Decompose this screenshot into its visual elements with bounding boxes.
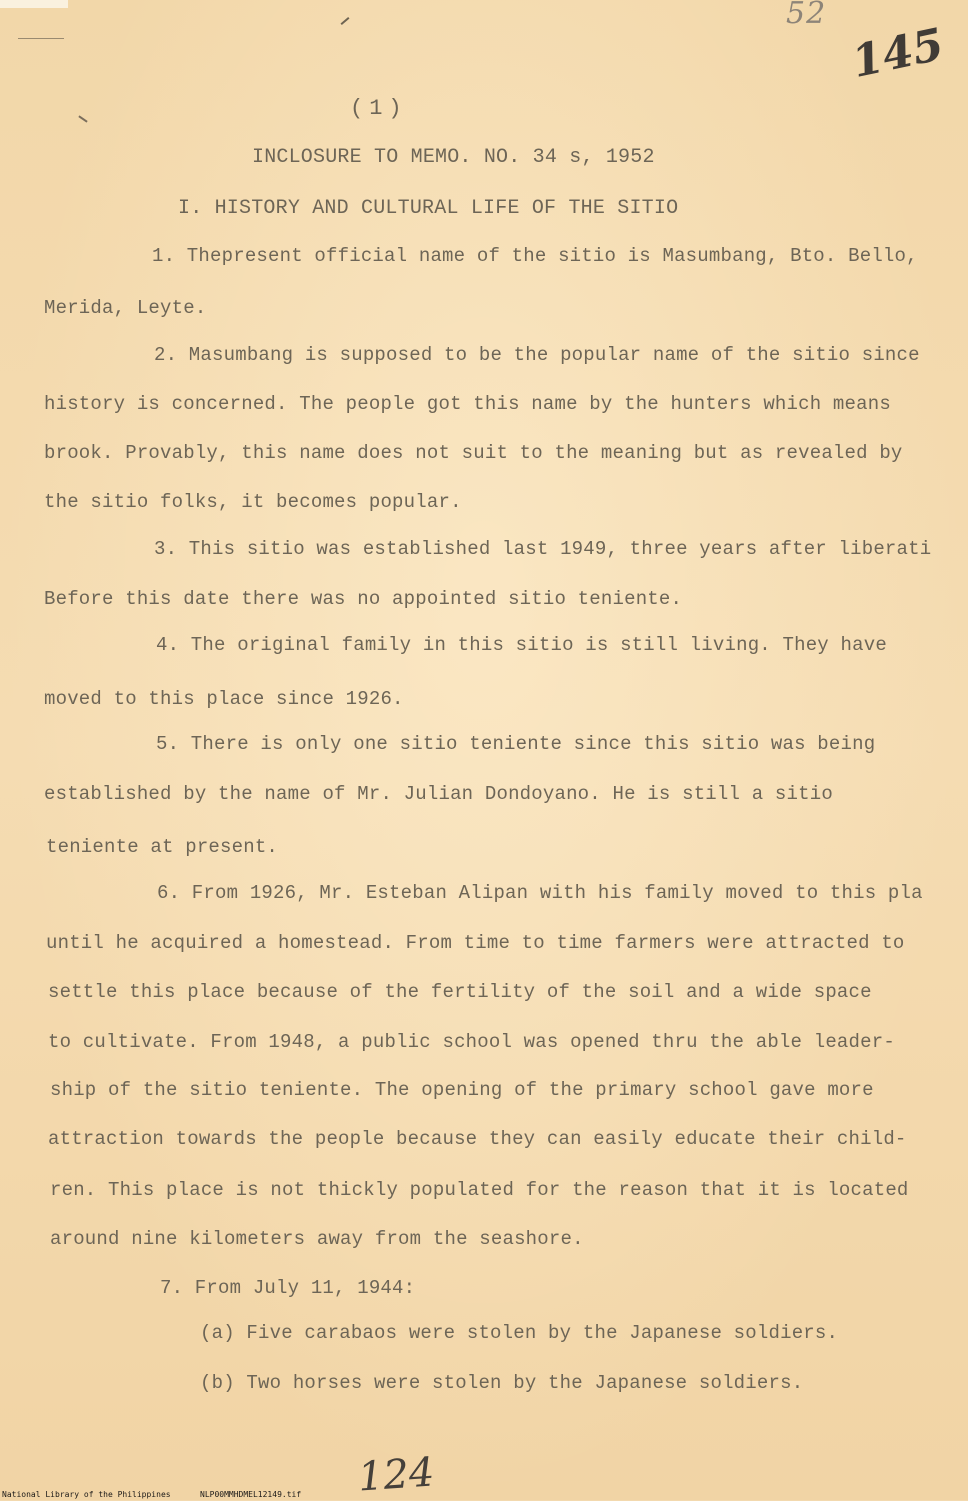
footer-filename: NLP00MMHDMEL12149.tif bbox=[200, 1490, 302, 1499]
body-line: 6. From 1926, Mr. Esteban Alipan with his family moved to this pla bbox=[157, 882, 923, 904]
body-line: settle this place because of the fertility of the soil and a wide space bbox=[48, 981, 872, 1003]
body-line: 3. This sitio was established last 1949, three years after liberati bbox=[154, 538, 932, 560]
margin-rule bbox=[18, 38, 64, 39]
body-line: teniente at present. bbox=[46, 836, 279, 858]
body-line: 7. From July 11, 1944: bbox=[160, 1277, 416, 1299]
body-line: Merida, Leyte. bbox=[44, 297, 207, 319]
handwritten-folio-number: 145 bbox=[847, 19, 949, 88]
pen-mark bbox=[341, 17, 350, 25]
ink-tick bbox=[78, 115, 87, 122]
body-line: (a) Five carabaos were stolen by the Japanese soldiers. bbox=[200, 1322, 839, 1344]
body-line: (b) Two horses were stolen by the Japanese soldiers. bbox=[200, 1372, 804, 1394]
body-line: until he acquired a homestead. From time to time farmers were attracted to bbox=[46, 932, 905, 954]
body-line: attraction towards the people because they can easily educate their child- bbox=[48, 1128, 907, 1150]
body-line: the sitio folks, it becomes popular. bbox=[44, 491, 462, 513]
body-line: moved to this place since 1926. bbox=[44, 688, 404, 710]
footer-source: National Library of the Philippines bbox=[2, 1490, 171, 1499]
handwritten-page-number-bottom: 124 bbox=[356, 1449, 436, 1501]
body-line: established by the name of Mr. Julian Dondoyano. He is still a sitio bbox=[44, 783, 833, 805]
body-line: 2. Masumbang is supposed to be the popular name of the sitio since bbox=[154, 344, 920, 366]
torn-edge bbox=[0, 0, 68, 8]
body-line: around nine kilometers away from the seashore. bbox=[50, 1228, 584, 1250]
body-line: ship of the sitio teniente. The opening of the primary school gave more bbox=[50, 1079, 874, 1101]
memo-title: INCLOSURE TO MEMO. NO. 34 s, 1952 bbox=[252, 146, 655, 169]
body-line: 5. There is only one sitio teniente since this sitio was being bbox=[156, 733, 876, 755]
body-line: history is concerned. The people got this name by the hunters which means bbox=[44, 393, 891, 415]
body-line: 1. Thepresent official name of the sitio is Masumbang, Bto. Bello, bbox=[152, 245, 918, 267]
body-line: ren. This place is not thickly populated for the reason that it is located bbox=[50, 1179, 909, 1201]
body-line: Before this date there was no appointed sitio teniente. bbox=[44, 588, 683, 610]
section-title: I. HISTORY AND CULTURAL LIFE OF THE SITIO bbox=[178, 197, 679, 220]
page-label: (1) bbox=[350, 96, 408, 121]
body-line: brook. Provably, this name does not suit to the meaning but as revealed by bbox=[44, 442, 903, 464]
handwritten-page-number-top: 52 bbox=[786, 0, 827, 31]
body-line: 4. The original family in this sitio is still living. They have bbox=[156, 634, 887, 656]
body-line: to cultivate. From 1948, a public school was opened thru the able leader- bbox=[48, 1031, 895, 1053]
